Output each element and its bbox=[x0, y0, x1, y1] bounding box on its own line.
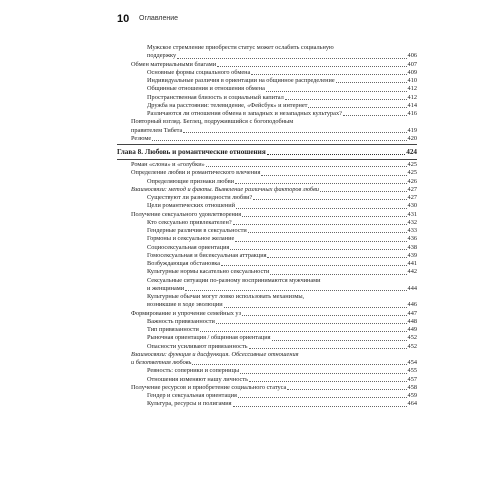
toc-page-number: 454 bbox=[407, 359, 417, 366]
toc-entry[interactable] bbox=[117, 277, 417, 294]
toc-page-number: 425 bbox=[407, 169, 417, 177]
toc-entry-title: Гормоны и сексуальное желание bbox=[147, 235, 235, 243]
toc-entry-title: Определение любви и романтического влечения bbox=[131, 169, 261, 177]
toc-entry[interactable] bbox=[117, 102, 417, 110]
toc-page-number: 446 bbox=[407, 301, 417, 309]
toc-page-number: 464 bbox=[407, 400, 417, 408]
section-title: Оглавление bbox=[139, 15, 179, 22]
toc-page-number: 442 bbox=[407, 268, 417, 276]
toc-page-number: 412 bbox=[407, 93, 417, 101]
dot-leader bbox=[224, 307, 407, 308]
dot-leader bbox=[242, 216, 406, 217]
toc-entry[interactable] bbox=[117, 69, 417, 77]
toc-page-number: 409 bbox=[407, 68, 417, 76]
toc-entry[interactable] bbox=[117, 384, 417, 392]
toc-entry[interactable] bbox=[117, 293, 417, 310]
dot-leader bbox=[185, 290, 406, 291]
toc-entry[interactable] bbox=[117, 219, 417, 227]
toc-entry[interactable] bbox=[117, 310, 417, 318]
toc-page-number: 410 bbox=[407, 77, 417, 84]
dot-leader bbox=[217, 66, 406, 67]
toc-page-number: 430 bbox=[407, 202, 417, 210]
toc-entry[interactable] bbox=[117, 94, 417, 102]
toc-entry[interactable] bbox=[117, 260, 417, 268]
toc-entry-title: Получение сексуального удовлетворения bbox=[131, 210, 242, 218]
toc-entry-title-line: Взаимосвязи: функция и дисфункция. Обсессивные отношения bbox=[131, 350, 299, 358]
toc-page-number: 449 bbox=[407, 326, 417, 333]
dot-leader bbox=[192, 364, 406, 365]
toc-entry-title: Различаются ли отношения обмена в западных и незападных культурах? bbox=[147, 110, 342, 117]
toc-page-number: 447 bbox=[407, 309, 417, 317]
toc-entry-title: Пространственная близость и социальный капитал bbox=[147, 93, 284, 101]
dot-leader bbox=[235, 241, 406, 242]
toc-entry-title-line: Сексуальные ситуации по-разному воспринимаются мужчинами bbox=[147, 276, 321, 284]
toc-entry[interactable] bbox=[117, 252, 417, 260]
toc-page-number: 458 bbox=[407, 383, 417, 391]
dot-leader bbox=[183, 132, 406, 133]
dot-leader bbox=[253, 199, 406, 200]
dot-leader bbox=[251, 74, 406, 75]
toc-entry[interactable] bbox=[117, 186, 417, 194]
toc-page-number: 406 bbox=[407, 52, 417, 60]
toc-entry[interactable] bbox=[117, 202, 417, 210]
toc-entry[interactable] bbox=[117, 244, 417, 252]
dot-leader bbox=[249, 348, 407, 349]
toc-page-number: 416 bbox=[407, 110, 417, 117]
dot-leader bbox=[206, 166, 407, 167]
toc-entry-title: Социосексуальная ориентация bbox=[147, 243, 230, 251]
toc-page-number: 407 bbox=[407, 60, 417, 68]
toc-page-number: 439 bbox=[407, 251, 417, 259]
toc-entry[interactable] bbox=[117, 169, 417, 177]
dot-leader bbox=[235, 183, 407, 184]
toc-page-number: 412 bbox=[407, 85, 417, 93]
dot-leader bbox=[320, 191, 407, 192]
toc-entry-title: Культура, ресурсы и полигамия bbox=[147, 400, 232, 408]
dot-leader bbox=[240, 373, 406, 374]
dot-leader bbox=[308, 107, 406, 108]
toc-entry-title: Существуют ли разновидности любви? bbox=[147, 194, 253, 201]
toc-page-number: 459 bbox=[407, 392, 417, 399]
dot-leader bbox=[267, 154, 406, 155]
dot-leader bbox=[230, 249, 406, 250]
toc-entry[interactable] bbox=[117, 85, 417, 93]
toc-entry-title: Основные формы социального обмена bbox=[147, 68, 251, 76]
toc-page-number: 427 bbox=[407, 194, 417, 201]
toc-entry-title: Кто сексуально привлекателен? bbox=[147, 218, 232, 226]
toc-entry-title: правителем Тибета bbox=[131, 126, 183, 134]
dot-leader bbox=[261, 175, 406, 176]
toc-entry-title: Формирование и упрочение семейных уз bbox=[131, 309, 242, 317]
toc-page-number: 452 bbox=[407, 334, 417, 342]
toc-entry[interactable] bbox=[117, 61, 417, 69]
toc-page-number: 457 bbox=[407, 375, 417, 383]
chapter-rule-top bbox=[117, 144, 417, 145]
toc-page-number: 432 bbox=[407, 218, 417, 226]
toc-page-number: 438 bbox=[407, 243, 417, 251]
toc-entry[interactable] bbox=[117, 318, 417, 326]
toc-entry-title: Индивидуальные различия в ориентации на общинное распределение bbox=[147, 77, 335, 84]
dot-leader bbox=[233, 224, 407, 225]
toc-entry[interactable] bbox=[117, 400, 417, 408]
dot-leader bbox=[272, 340, 407, 341]
toc-entry[interactable] bbox=[117, 343, 417, 351]
dot-leader bbox=[233, 406, 407, 407]
toc-entry[interactable] bbox=[117, 211, 417, 219]
toc-entry-title: Гомосексуальная и бисексуальная аттракция bbox=[147, 251, 267, 259]
chapter-rule-bottom bbox=[117, 159, 417, 160]
toc-entry[interactable] bbox=[117, 135, 417, 143]
toc-entry-title: Цели романтических отношений bbox=[147, 202, 235, 210]
toc-entry[interactable] bbox=[117, 326, 417, 334]
toc-entry-title: Дружба на расстоянии: телевидение, «Фейсбук» и интернет bbox=[147, 101, 308, 109]
dot-leader bbox=[200, 331, 407, 332]
toc-entry-title: Роман «слона» и «голубки» bbox=[131, 161, 205, 168]
toc-entry[interactable] bbox=[117, 178, 417, 186]
dot-leader bbox=[238, 397, 407, 398]
toc-page-number: 420 bbox=[407, 134, 417, 142]
toc-chapter-heading[interactable] bbox=[117, 146, 417, 158]
toc-entry[interactable] bbox=[117, 268, 417, 276]
running-header bbox=[117, 15, 417, 29]
toc-page-number: 414 bbox=[407, 101, 417, 109]
toc-entry[interactable] bbox=[117, 161, 417, 169]
toc-entry-title: Глава 8. Любовь и романтические отношения bbox=[117, 148, 266, 156]
dot-leader bbox=[285, 99, 407, 100]
toc-entry[interactable] bbox=[117, 194, 417, 202]
dot-leader bbox=[266, 91, 407, 92]
toc-page-number: 425 bbox=[407, 161, 417, 168]
toc-entry-title: и женщинами bbox=[147, 284, 185, 292]
toc-page-number: 431 bbox=[407, 210, 417, 218]
toc-entry[interactable] bbox=[117, 351, 417, 368]
toc-entry[interactable] bbox=[117, 44, 417, 61]
toc-page-number: 427 bbox=[407, 185, 417, 193]
page-number: 10 bbox=[117, 13, 130, 25]
toc-entry-title: Важность привязанности bbox=[147, 317, 215, 325]
toc-entry-title: Определяющие признаки любви bbox=[147, 177, 235, 185]
dot-leader bbox=[248, 232, 407, 233]
dot-leader bbox=[177, 58, 406, 59]
toc-entry-title-line: Мужское стремление приобрести статус может ослабить социальную bbox=[147, 44, 334, 51]
toc-page-number: 436 bbox=[407, 235, 417, 243]
toc-entry[interactable] bbox=[117, 334, 417, 342]
toc-entry-title: Обмен материальными благами bbox=[131, 60, 217, 68]
toc-entry-title: возникшие в ходе эволюции bbox=[147, 301, 223, 309]
toc-entry-title: Гендерные различия в сексуальности bbox=[147, 227, 247, 234]
toc-page-number: 448 bbox=[407, 317, 417, 325]
dot-leader bbox=[236, 208, 407, 209]
dot-leader bbox=[221, 265, 406, 266]
toc-entry[interactable] bbox=[117, 392, 417, 400]
toc-entry-title: Общинные отношения и отношения обмена bbox=[147, 85, 265, 93]
toc-entry-title: Получение ресурсов и приобретение социального статуса bbox=[131, 383, 287, 391]
dot-leader bbox=[152, 140, 406, 141]
toc-entry[interactable] bbox=[117, 77, 417, 85]
toc-entry-title-line: Повторный взгляд. Беглец, подружившийся с богоподобным bbox=[131, 118, 294, 126]
toc-entry-title: Возбуждающая обстановка bbox=[147, 260, 221, 267]
dot-leader bbox=[249, 381, 407, 382]
toc-entry-title: и безответная любовь bbox=[131, 359, 192, 366]
toc-entry-title: поддержку bbox=[147, 52, 177, 60]
dot-leader bbox=[343, 115, 407, 116]
toc-entry-title: Резюме bbox=[131, 134, 152, 142]
toc-entry-title: Отношения изменяют нашу личность bbox=[147, 375, 248, 383]
table-of-contents bbox=[117, 44, 417, 409]
dot-leader bbox=[267, 257, 406, 258]
toc-entry[interactable] bbox=[117, 110, 417, 118]
toc-entry-title: Ревность: соперники и соперницы bbox=[147, 367, 240, 375]
toc-page-number: 455 bbox=[407, 367, 417, 375]
toc-page-number: 452 bbox=[407, 342, 417, 350]
toc-entry[interactable] bbox=[117, 235, 417, 243]
toc-entry-title: Тип привязанности bbox=[147, 326, 199, 333]
toc-entry-title: Опасности усиливают привязанность bbox=[147, 342, 248, 350]
dot-leader bbox=[270, 274, 406, 275]
dot-leader bbox=[216, 323, 407, 324]
toc-entry-title: Рыночная ориентация / общинная ориентация bbox=[147, 334, 271, 342]
dot-leader bbox=[336, 82, 407, 83]
toc-entry-title: Культурные нормы касательно сексуальности bbox=[147, 268, 270, 276]
toc-page-number: 419 bbox=[407, 126, 417, 134]
toc-entry[interactable] bbox=[117, 367, 417, 375]
dot-leader bbox=[242, 315, 406, 316]
toc-page-number: 426 bbox=[407, 177, 417, 185]
toc-entry-title: Взаимосвязи: метод и факты. Выявление различных факторов любви bbox=[131, 185, 319, 193]
toc-page-number: 441 bbox=[407, 260, 417, 267]
toc-entry[interactable] bbox=[117, 376, 417, 384]
toc-page-number: 433 bbox=[407, 227, 417, 234]
toc-page-number: 424 bbox=[406, 148, 417, 156]
toc-entry-title-line: Культурные обычаи могут ловко использовать механизмы, bbox=[147, 293, 305, 300]
dot-leader bbox=[287, 389, 406, 390]
toc-entry-title: Гендер и сексуальная ориентация bbox=[147, 392, 237, 399]
toc-entry[interactable] bbox=[117, 118, 417, 135]
toc-page-number: 444 bbox=[407, 284, 417, 292]
toc-entry[interactable] bbox=[117, 227, 417, 235]
